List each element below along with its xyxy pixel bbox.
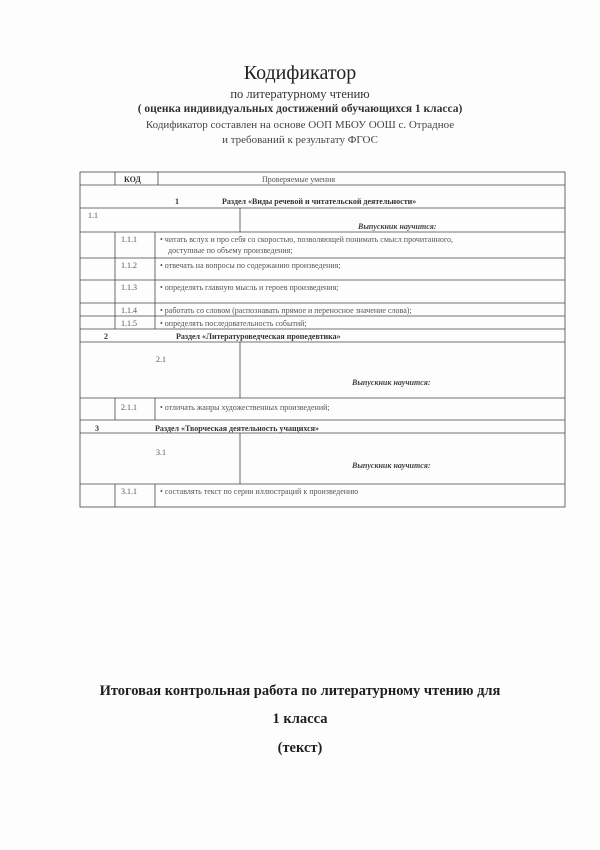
assessment-line: ( оценка индивидуальных достижений обучающихся 1 класса) xyxy=(137,103,463,115)
basis-line: Кодификатор составлен на основе ООП МБОУ ООШ с. Отрадное xyxy=(145,119,455,131)
row-code-1-1-2: 1.1.2 xyxy=(121,261,137,270)
row-code-3-1-1: 3.1.1 xyxy=(121,487,137,496)
row-skill-3-1-1: • составлять текст по серии иллюстраций к произведению xyxy=(160,487,359,496)
row-code-1-1-5: 1.1.5 xyxy=(121,319,137,328)
section-2-number: 2 xyxy=(104,332,108,341)
learner-label-2: Выпускник научится: xyxy=(352,378,431,387)
subsection-1-1-code: 1.1 xyxy=(88,211,98,220)
row-code-1-1-1: 1.1.1 xyxy=(121,235,137,244)
section-1-number: 1 xyxy=(175,197,179,206)
row-skill-2-1-1: • отличать жанры художественных произведений; xyxy=(160,403,330,412)
final-test-heading: Итоговая контрольная работа по литературному чтению для xyxy=(99,683,501,699)
subsection-2-1-code: 2.1 xyxy=(156,355,166,364)
section-3-number: 3 xyxy=(95,424,99,433)
column-header-skills: Проверяемые умения xyxy=(262,175,336,184)
document-title: Кодификатор xyxy=(243,62,357,84)
row-skill-1-1-2: • отвечать на вопросы по содержанию произведения; xyxy=(160,261,341,270)
section-3-title: Раздел «Творческая деятельность учащихся» xyxy=(155,424,319,433)
row-code-1-1-3: 1.1.3 xyxy=(121,283,137,292)
learner-label-1: Выпускник научится: xyxy=(358,222,437,231)
row-skill-1-1-3: • определять главную мысль и героев произведения; xyxy=(160,283,339,292)
final-test-text-label: (текст) xyxy=(277,740,323,756)
row-skill-1-1-1: • читать вслух и про себя со скоростью, позволяющей понимать смысл прочитанного, xyxy=(160,235,453,244)
row-skill-1-1-5: • определять последовательность событий; xyxy=(160,319,307,328)
section-1-title: Раздел «Виды речевой и читательской деятельности» xyxy=(222,197,417,206)
section-2-title: Раздел «Литературоведческая пропедевтика» xyxy=(176,332,341,341)
learner-label-3: Выпускник научится: xyxy=(352,461,431,470)
row-skill-1-1-4: • работать со словом (распознавать прямое и переносное значение слова); xyxy=(160,306,412,315)
final-test-grade: 1 класса xyxy=(272,711,328,727)
row-code-2-1-1: 2.1.1 xyxy=(121,403,137,412)
requirements-line: и требований к результату ФГОС xyxy=(222,134,378,146)
subsection-3-1-code: 3.1 xyxy=(156,448,166,457)
row-code-1-1-4: 1.1.4 xyxy=(121,306,137,315)
document-subtitle: по литературному чтению xyxy=(230,87,370,101)
row-skill-1-1-1-cont: доступные по объему произведения; xyxy=(168,246,293,255)
column-header-code: КОД xyxy=(124,175,141,184)
